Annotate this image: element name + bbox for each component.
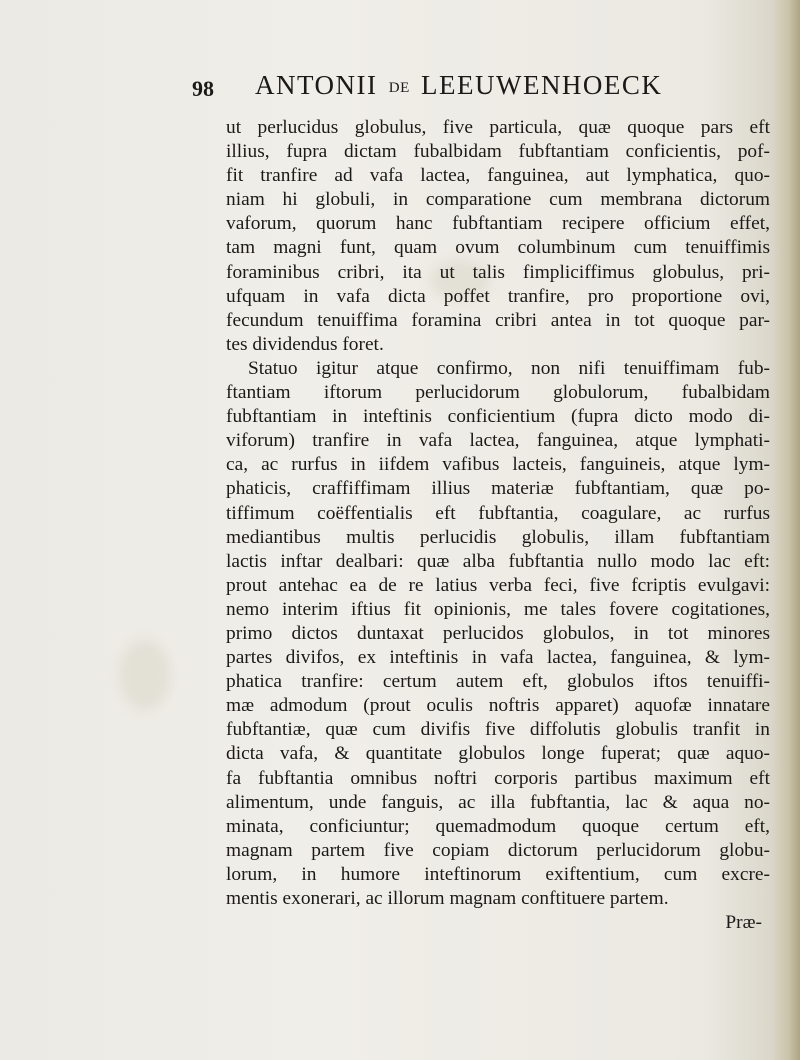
paper-stain [120,640,170,710]
text-line: mæ admodum (prout oculis noftris apparet) aquofæ innatare [226,695,770,717]
text-line: magnam partem five copiam dictorum perlucidorum globu- [226,839,770,861]
author-particle: DE [388,80,410,96]
text-line: ut perlucidus globulus, five particula, quæ quoque pars eft [226,117,770,138]
body-text [226,116,770,935]
text-line: dicta vafa, & quantitate globulos longe fuperat; quæ aquo- [226,743,770,765]
text-line: phaticis, craffiffimam illius materiæ fubftantiam, quæ po- [226,478,770,500]
text-line: fubftantiam in inteftinis conficientium (fupra dicto modo di- [226,406,770,428]
text-line: mediantibus multis perlucidis globulis, illam fubftantiam [226,526,770,548]
catchword: Præ- [725,912,762,934]
text-line: tes dividendus foret. [226,333,384,355]
text-line: prout antehac ea de re latius verba feci, five fcriptis evulgavi: [226,574,770,596]
text-line: primo dictos duntaxat perlucidos globulos, in tot minores [226,622,770,644]
text-line: tam magni funt, quam ovum columbinum cum tenuiffimis [226,237,770,259]
running-head [255,70,662,101]
text-line: fubftantiæ, quæ cum divifis five diffolutis globulis tranfit in [226,719,770,741]
text-line: fecundum tenuiffima foramina cribri antea in tot quoque par- [226,309,770,331]
page-edge-shadow [774,0,800,1060]
text-line: fit tranfire ad vafa lactea, fanguinea, aut lymphatica, quo- [226,165,770,187]
text-line: mentis exonerari, ac illorum magnam conftituere partem. [226,888,669,909]
text-line: ca, ac rurfus in iifdem vafibus lacteis, fanguineis, atque lym- [226,454,770,476]
text-line: lactis inftar dealbari: quæ alba fubftantia nullo modo lac eft: [226,550,770,572]
text-line: fa fubftantia omnibus noftri corporis partibus maximum eft [226,767,770,789]
author-last-name: LEEUWENHOECK [420,70,663,100]
author-first-name: ANTONII [255,70,378,100]
text-line: minata, conficiuntur; quemadmodum quoque certum eft, [226,815,770,837]
text-line: viforum) tranfire in vafa lactea, fanguinea, atque lymphati- [226,430,770,452]
page-header [0,70,800,120]
text-line: illius, fupra dictam fubalbidam fubftantiam conficientis, pof- [226,141,770,163]
text-line: foraminibus cribri, ita ut talis fimpliciffimus globulus, pri- [226,261,770,283]
text-line: lorum, in humore inteftinorum exiftentium, cum excre- [226,863,770,885]
text-line: vaforum, quorum hanc fubftantiam recipere officium effet, [226,213,770,235]
text-line: alimentum, unde fanguis, ac illa fubftantia, lac & aqua no- [226,791,770,813]
text-line: ftantiam iftorum perlucidorum globulorum, fubalbidam [226,382,770,404]
text-line: tiffimum coëffentialis eft fubftantia, coagulare, ac rurfus [226,502,770,524]
text-line: ufquam in vafa dicta poffet tranfire, pro proportione ovi, [226,285,770,307]
text-line: partes divifos, ex inteftinis in vafa lactea, fanguinea, & lym- [226,647,770,669]
text-line: phatica tranfire: certum autem eft, globulos iftos tenuiffi- [226,671,770,693]
text-line: nemo interim iftius fit opinionis, me tales fovere cogitationes, [226,598,770,620]
text-line: niam hi globuli, in comparatione cum membrana dictorum [226,189,770,211]
page-number: 98 [192,76,214,101]
text-line: Statuo igitur atque confirmo, non nifi tenuiffimam fub- [248,357,770,379]
